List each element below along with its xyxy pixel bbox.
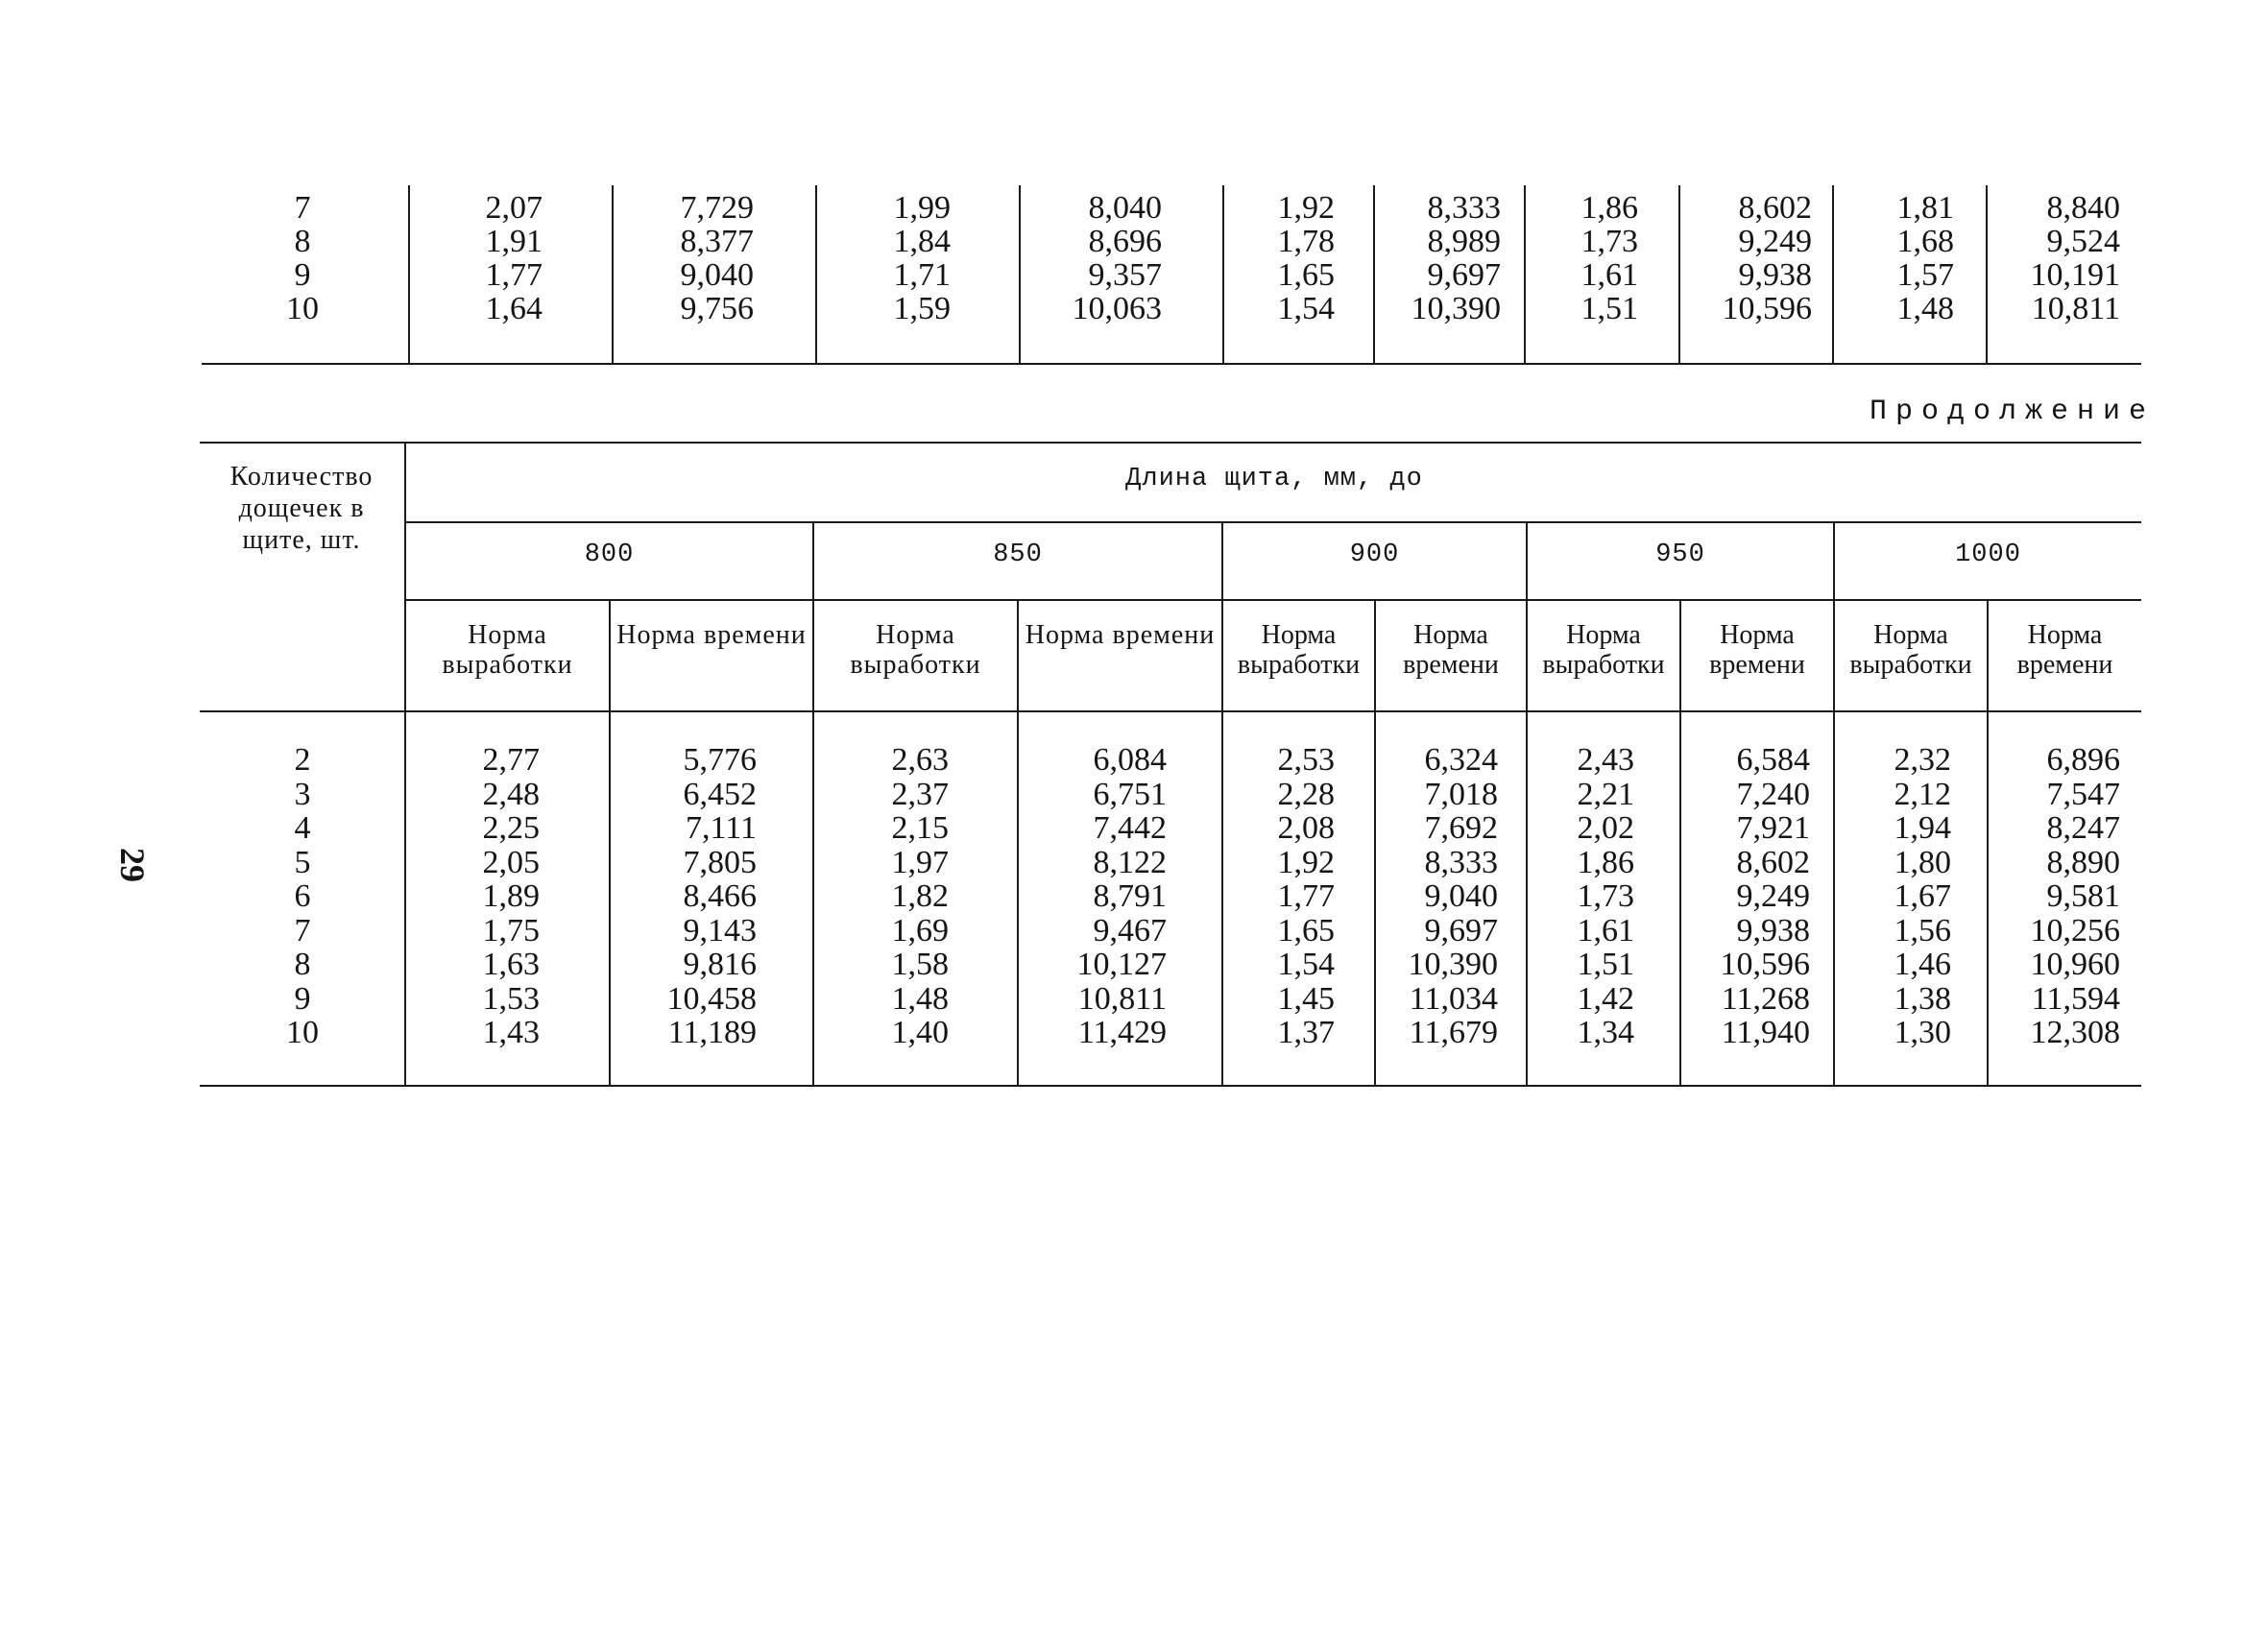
time-norm-cell: 7,240 (1736, 776, 1810, 812)
page-number: 29 (113, 848, 152, 882)
sub-header-time: Норма времени (1403, 620, 1499, 680)
output-norm-cell: 2,37 (891, 776, 949, 812)
output-norm-cell: 1,89 (482, 878, 540, 914)
output-norm-cell: 2,53 (1277, 742, 1335, 778)
output-norm-cell: 2,15 (891, 810, 949, 846)
row-count: 3 (294, 776, 311, 812)
output-norm-cell: 1,40 (891, 1015, 949, 1050)
time-norm-cell: 8,122 (1093, 844, 1167, 880)
output-norm-cell: 1,73 (1580, 224, 1638, 259)
row-header: Количество дощечек в щите, шт. (229, 462, 374, 555)
sub-header-time: Норма времени (1709, 620, 1805, 680)
output-norm-cell: 1,51 (1577, 947, 1634, 982)
output-norm-cell: 1,86 (1580, 190, 1638, 226)
sub-header-output: Норма выработки (442, 620, 573, 680)
output-norm-cell: 2,05 (482, 844, 540, 880)
output-norm-cell: 1,45 (1277, 980, 1335, 1017)
time-norm-cell: 10,191 (2030, 257, 2120, 293)
header-bottom-rule (200, 710, 2141, 712)
sub-header-time: Норма времени (1025, 620, 1216, 650)
output-norm-cell: 1,37 (1277, 1015, 1335, 1050)
time-norm-cell: 10,960 (2030, 947, 2120, 982)
output-norm-cell: 1,46 (1894, 947, 1951, 982)
time-norm-cell: 12,308 (2030, 1015, 2120, 1050)
main-table-top-rule (200, 442, 2141, 444)
time-norm-cell: 6,324 (1424, 742, 1498, 778)
time-norm-cell: 8,377 (680, 224, 754, 259)
output-norm-cell: 1,75 (482, 912, 540, 949)
sub-header-output: Норма выработки (1237, 620, 1361, 680)
output-norm-cell: 1,34 (1577, 1015, 1634, 1050)
time-norm-cell: 8,602 (1736, 844, 1810, 880)
output-norm-cell: 1,58 (891, 947, 949, 982)
continuation-label: Продолжение (1869, 396, 2155, 428)
time-norm-cell: 10,390 (1408, 947, 1498, 982)
time-norm-cell: 9,467 (1093, 912, 1167, 949)
output-norm-cell: 1,57 (1896, 257, 1954, 293)
time-norm-cell: 11,679 (1409, 1015, 1498, 1050)
time-norm-cell: 7,805 (683, 844, 757, 880)
output-norm-cell: 1,48 (1896, 291, 1954, 326)
time-norm-cell: 7,547 (2046, 776, 2120, 812)
output-norm-cell: 1,53 (482, 980, 540, 1017)
sub-header-time: Норма времени (2016, 620, 2113, 680)
output-norm-cell: 1,68 (1896, 224, 1954, 259)
output-norm-cell: 1,59 (893, 291, 951, 326)
time-norm-cell: 9,040 (1424, 878, 1498, 914)
row-count: 7 (294, 190, 311, 226)
output-norm-cell: 1,54 (1277, 291, 1335, 326)
time-norm-cell: 11,594 (2031, 980, 2120, 1017)
time-norm-cell: 9,249 (1738, 224, 1812, 259)
time-norm-cell: 9,143 (683, 912, 757, 949)
output-norm-cell: 2,02 (1577, 810, 1634, 846)
time-norm-cell: 8,333 (1427, 190, 1501, 226)
output-norm-cell: 2,08 (1277, 810, 1335, 846)
time-norm-cell: 10,596 (1722, 291, 1812, 326)
output-norm-cell: 1,82 (891, 878, 949, 914)
sub-header-output: Норма выработки (850, 620, 981, 680)
sub-header-output: Норма выработки (1849, 620, 1972, 680)
time-norm-cell: 8,840 (2046, 190, 2120, 226)
length-header: 850 (993, 540, 1043, 569)
output-norm-cell: 1,80 (1894, 844, 1951, 880)
output-norm-cell: 2,12 (1894, 776, 1951, 812)
column-divider (1017, 599, 1019, 1085)
output-norm-cell: 2,07 (485, 190, 543, 226)
output-norm-cell: 1,63 (482, 947, 540, 982)
output-norm-cell: 1,92 (1277, 844, 1335, 880)
output-norm-cell: 2,48 (482, 776, 540, 812)
output-norm-cell: 1,77 (485, 257, 543, 293)
output-norm-cell: 1,65 (1277, 257, 1335, 293)
output-norm-cell: 1,86 (1577, 844, 1634, 880)
sub-header-output: Норма выработки (1542, 620, 1665, 680)
time-norm-cell: 9,938 (1738, 257, 1812, 293)
output-norm-cell: 1,91 (485, 224, 543, 259)
output-norm-cell: 1,51 (1580, 291, 1638, 326)
output-norm-cell: 1,81 (1896, 190, 1954, 226)
time-norm-cell: 10,458 (666, 980, 757, 1017)
output-norm-cell: 1,77 (1277, 878, 1335, 914)
time-norm-cell: 8,247 (2046, 810, 2120, 846)
main-table-bottom-rule (200, 1085, 2141, 1087)
time-norm-cell: 9,524 (2046, 224, 2120, 259)
output-norm-cell: 1,69 (891, 912, 949, 949)
time-norm-cell: 8,890 (2046, 844, 2120, 880)
output-norm-cell: 2,25 (482, 810, 540, 846)
output-norm-cell: 1,61 (1577, 912, 1634, 949)
time-norm-cell: 11,189 (667, 1015, 757, 1050)
group-header-rule (405, 521, 2141, 523)
row-count: 9 (294, 980, 311, 1017)
time-norm-cell: 6,751 (1093, 776, 1167, 812)
length-header: 950 (1655, 540, 1705, 569)
row-count: 8 (294, 947, 311, 982)
output-norm-cell: 1,97 (891, 844, 949, 880)
output-norm-cell: 1,78 (1277, 224, 1335, 259)
time-norm-cell: 5,776 (683, 742, 757, 778)
time-norm-cell: 8,333 (1424, 844, 1498, 880)
time-norm-cell: 8,466 (683, 878, 757, 914)
output-norm-cell: 1,71 (893, 257, 951, 293)
output-norm-cell: 1,38 (1894, 980, 1951, 1017)
length-header-rule (405, 599, 2141, 601)
output-norm-cell: 1,84 (893, 224, 951, 259)
time-norm-cell: 10,127 (1076, 947, 1167, 982)
output-norm-cell: 1,61 (1580, 257, 1638, 293)
output-norm-cell: 1,64 (485, 291, 543, 326)
column-divider (609, 599, 611, 1085)
output-norm-cell: 1,30 (1894, 1015, 1951, 1050)
row-count: 4 (294, 810, 311, 846)
time-norm-cell: 9,756 (680, 291, 754, 326)
time-norm-cell: 11,034 (1409, 980, 1498, 1017)
time-norm-cell: 7,729 (680, 190, 754, 226)
time-norm-cell: 8,696 (1088, 224, 1162, 259)
length-header: 800 (584, 540, 635, 569)
time-norm-cell: 9,816 (683, 947, 757, 982)
row-count: 5 (294, 844, 311, 880)
time-norm-cell: 9,697 (1424, 912, 1498, 949)
time-norm-cell: 7,692 (1424, 810, 1498, 846)
time-norm-cell: 7,018 (1424, 776, 1498, 812)
time-norm-cell: 8,040 (1088, 190, 1162, 226)
time-norm-cell: 7,442 (1093, 810, 1167, 846)
output-norm-cell: 1,99 (893, 190, 951, 226)
output-norm-cell: 1,54 (1277, 947, 1335, 982)
group-header: Длина щита, мм, до (1125, 465, 1423, 493)
time-norm-cell: 10,596 (1720, 947, 1810, 982)
time-norm-cell: 8,602 (1738, 190, 1812, 226)
output-norm-cell: 1,73 (1577, 878, 1634, 914)
time-norm-cell: 9,249 (1736, 878, 1810, 914)
time-norm-cell: 11,429 (1077, 1015, 1167, 1050)
time-norm-cell: 7,921 (1736, 810, 1810, 846)
output-norm-cell: 2,28 (1277, 776, 1335, 812)
time-norm-cell: 10,063 (1072, 291, 1162, 326)
output-norm-cell: 1,56 (1894, 912, 1951, 949)
time-norm-cell: 11,940 (1721, 1015, 1810, 1050)
time-norm-cell: 9,357 (1088, 257, 1162, 293)
time-norm-cell: 8,989 (1427, 224, 1501, 259)
time-norm-cell: 7,111 (686, 810, 757, 846)
output-norm-cell: 1,42 (1577, 980, 1634, 1017)
time-norm-cell: 9,040 (680, 257, 754, 293)
time-norm-cell: 6,452 (683, 776, 757, 812)
length-header: 900 (1349, 540, 1400, 569)
output-norm-cell: 1,65 (1277, 912, 1335, 949)
time-norm-cell: 11,268 (1721, 980, 1810, 1017)
top-table-bottom-rule (202, 363, 2141, 365)
length-header: 1000 (1955, 540, 2021, 569)
time-norm-cell: 9,697 (1427, 257, 1501, 293)
time-norm-cell: 9,938 (1736, 912, 1810, 949)
row-count: 8 (294, 224, 311, 259)
time-norm-cell: 10,256 (2030, 912, 2120, 949)
row-count: 6 (294, 878, 311, 914)
row-count: 2 (294, 742, 311, 778)
time-norm-cell: 8,791 (1093, 878, 1167, 914)
output-norm-cell: 1,43 (482, 1015, 540, 1050)
time-norm-cell: 6,084 (1093, 742, 1167, 778)
output-norm-cell: 2,21 (1577, 776, 1634, 812)
output-norm-cell: 1,94 (1894, 810, 1951, 846)
row-count: 10 (286, 1015, 319, 1050)
output-norm-cell: 2,43 (1577, 742, 1634, 778)
sub-header-time: Норма времени (616, 620, 807, 650)
output-norm-cell: 2,77 (482, 742, 540, 778)
output-norm-cell: 1,48 (891, 980, 949, 1017)
output-norm-cell: 2,63 (891, 742, 949, 778)
row-count: 7 (294, 912, 311, 949)
time-norm-cell: 6,584 (1736, 742, 1810, 778)
row-count: 10 (286, 291, 319, 326)
time-norm-cell: 6,896 (2046, 742, 2120, 778)
output-norm-cell: 1,92 (1277, 190, 1335, 226)
time-norm-cell: 10,811 (2031, 291, 2120, 326)
row-count: 9 (294, 257, 311, 293)
time-norm-cell: 10,390 (1411, 291, 1501, 326)
time-norm-cell: 10,811 (1077, 980, 1167, 1017)
output-norm-cell: 1,67 (1894, 878, 1951, 914)
output-norm-cell: 2,32 (1894, 742, 1951, 778)
time-norm-cell: 9,581 (2046, 878, 2120, 914)
